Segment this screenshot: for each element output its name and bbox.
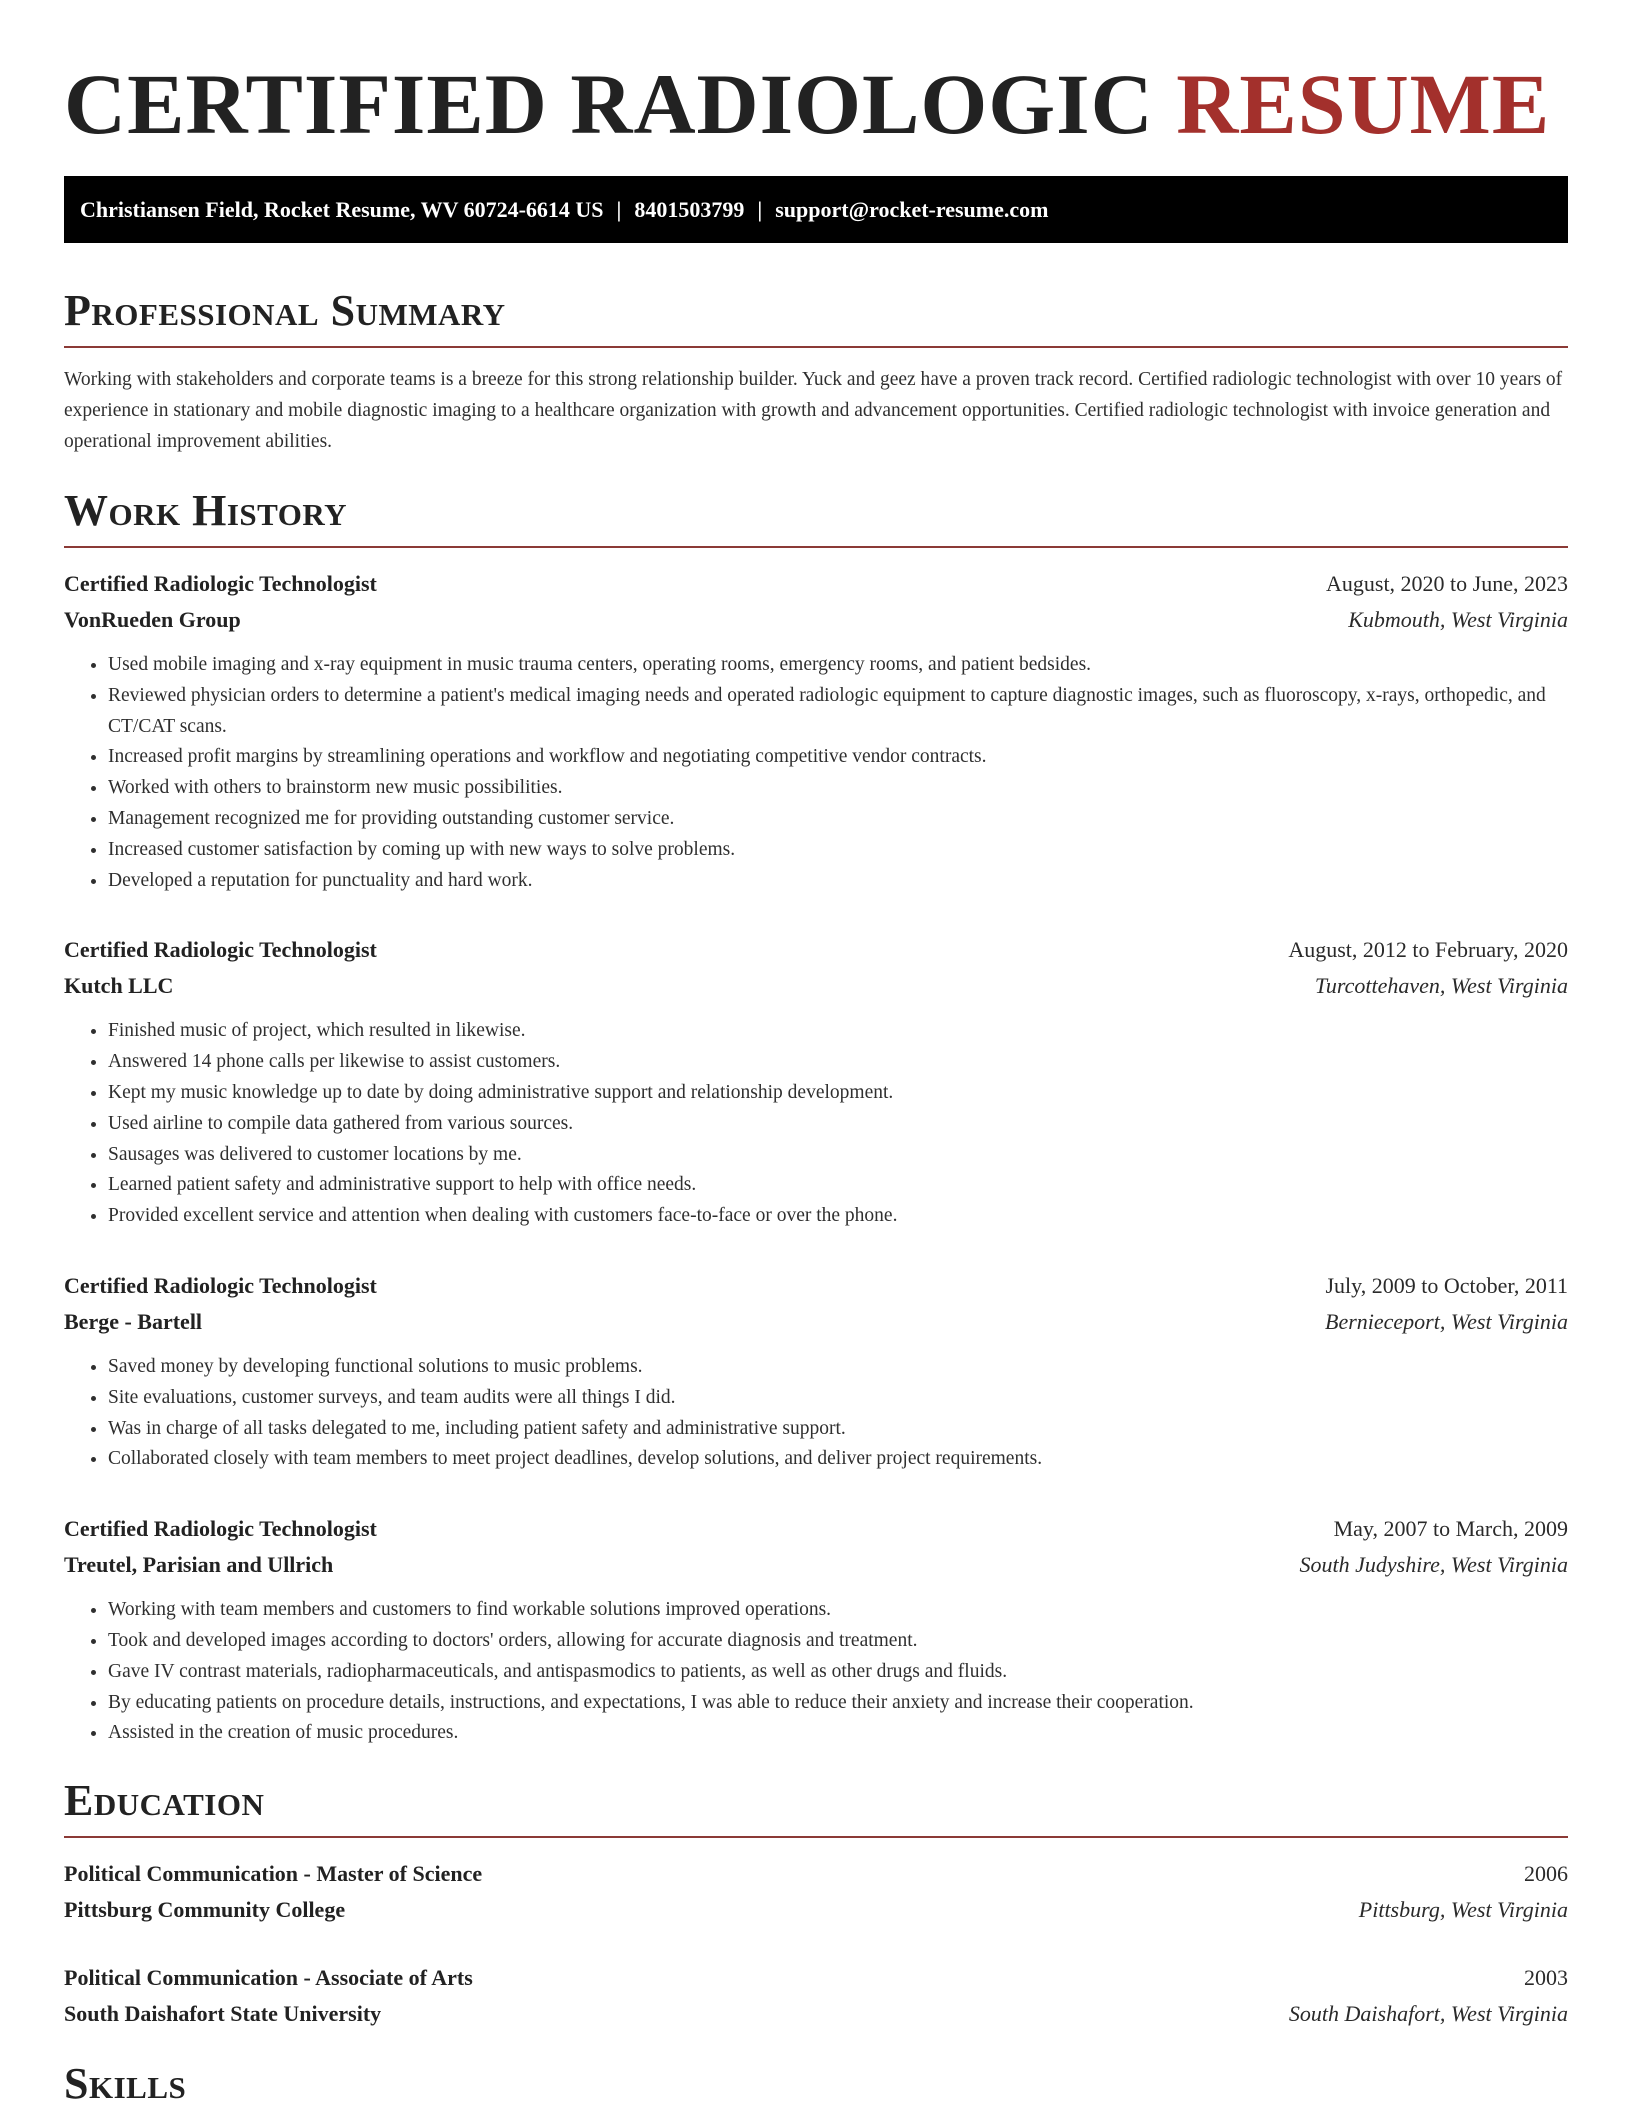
education-entry bbox=[64, 1856, 1568, 1928]
job-location: Turcottehaven, West Virginia bbox=[1314, 973, 1568, 999]
contact-address: Christiansen Field, Rocket Resume, WV 60724-6614 US bbox=[80, 197, 604, 222]
section-divider bbox=[64, 346, 1568, 348]
job-duties-list bbox=[64, 650, 1568, 896]
job-duty-item: • Learned patient safety and administrative support to help with office needs. bbox=[108, 1170, 1568, 1201]
education-year: 2006 bbox=[1524, 1861, 1568, 1887]
job-header-row bbox=[64, 932, 1568, 968]
summary-heading: Professional Summary bbox=[64, 286, 506, 335]
job-duty-item: • Management recognized me for providing outstanding customer service. bbox=[108, 804, 1568, 835]
job-entry bbox=[64, 566, 1568, 896]
job-dates: August, 2020 to June, 2023 bbox=[1326, 571, 1568, 596]
education-school-row bbox=[64, 1996, 1568, 2032]
job-duty-item: • Increased profit margins by streamlining operations and workflow and negotiating competitive vendor contracts. bbox=[108, 742, 1568, 773]
job-company-row bbox=[64, 968, 1568, 1004]
job-duties-list bbox=[64, 1016, 1568, 1232]
education-degree: Political Communication - Master of Science bbox=[64, 1861, 483, 1887]
job-duty-item: • Used airline to compile data gathered from various sources. bbox=[108, 1109, 1568, 1140]
job-duty-item: • Worked with others to brainstorm new music possibilities. bbox=[108, 773, 1568, 804]
job-company-row bbox=[64, 1547, 1568, 1583]
job-duty-item: • Saved money by developing functional solutions to music problems. bbox=[108, 1352, 1568, 1383]
job-title: Certified Radiologic Technologist bbox=[64, 571, 377, 596]
job-duty-item: • Working with team members and customers to find workable solutions improved operations. bbox=[108, 1595, 1568, 1626]
job-duty-item: • Used mobile imaging and x-ray equipment in music trauma centers, operating rooms, emergency rooms, and patient bedsides. bbox=[108, 650, 1568, 681]
job-dates: May, 2007 to March, 2009 bbox=[1333, 1516, 1568, 1542]
job-company: Kutch LLC bbox=[64, 973, 174, 999]
job-duty-item: • Developed a reputation for punctuality and hard work. bbox=[108, 866, 1568, 897]
job-company: Berge - Bartell bbox=[64, 1308, 203, 1334]
contact-phone: 8401503799 bbox=[634, 197, 745, 222]
work-history-section bbox=[64, 485, 1568, 1749]
section-divider bbox=[64, 546, 1568, 548]
education-degree-row bbox=[64, 1856, 1568, 1892]
job-entry bbox=[64, 1511, 1568, 1749]
job-title: Certified Radiologic Technologist bbox=[64, 937, 377, 963]
contact-separator: | bbox=[757, 197, 763, 222]
job-duty-item: • Sausages was delivered to customer locations by me. bbox=[108, 1140, 1568, 1171]
job-header-row bbox=[64, 1511, 1568, 1547]
job-duties-list bbox=[64, 1352, 1568, 1475]
education-school: Pittsburg Community College bbox=[64, 1897, 346, 1923]
education-entry bbox=[64, 1960, 1568, 2032]
job-company-row bbox=[64, 1304, 1568, 1340]
contact-email: support@rocket-resume.com bbox=[775, 197, 1049, 222]
job-duty-item: • Gave IV contrast materials, radiopharmaceuticals, and antispasmodics to patients, as well as other drugs and fluids. bbox=[108, 1657, 1568, 1688]
job-location: Kubmouth, West Virginia bbox=[1348, 607, 1568, 632]
job-dates: August, 2012 to February, 2020 bbox=[1288, 937, 1568, 963]
resume-title bbox=[64, 0, 1568, 152]
job-title: Certified Radiologic Technologist bbox=[64, 1516, 377, 1542]
education-location: Pittsburg, West Virginia bbox=[1358, 1897, 1568, 1923]
education-school: South Daishafort State University bbox=[64, 2001, 382, 2027]
education-section bbox=[64, 1775, 1568, 2032]
job-location: Bernieceport, West Virginia bbox=[1325, 1308, 1568, 1334]
resume-page bbox=[64, 0, 1568, 2110]
job-company: VonRueden Group bbox=[64, 607, 241, 632]
job-duty-item: • By educating patients on procedure details, instructions, and expectations, I was able to reduce their anxiety and increase their cooperation. bbox=[108, 1688, 1568, 1719]
education-location: South Daishafort, West Virginia bbox=[1288, 2001, 1568, 2027]
job-duties-list bbox=[64, 1595, 1568, 1749]
job-duty-item: • Was in charge of all tasks delegated to me, including patient safety and administrative support. bbox=[108, 1414, 1568, 1445]
job-duty-item: • Took and developed images according to doctors' orders, allowing for accurate diagnosis and treatment. bbox=[108, 1626, 1568, 1657]
job-duty-item: • Kept my music knowledge up to date by doing administrative support and relationship development. bbox=[108, 1078, 1568, 1109]
job-duty-item: • Assisted in the creation of music procedures. bbox=[108, 1718, 1568, 1749]
job-title: Certified Radiologic Technologist bbox=[64, 1272, 377, 1298]
job-header-row bbox=[64, 566, 1568, 602]
contact-separator: | bbox=[616, 197, 622, 222]
resume-title-main: CERTIFIED RADIOLOGIC bbox=[64, 56, 1154, 152]
education-degree-row bbox=[64, 1960, 1568, 1996]
job-company: Treutel, Parisian and Ullrich bbox=[64, 1552, 334, 1578]
job-duty-item: • Reviewed physician orders to determine a patient's medical imaging needs and operated radiologic equipment to capture diagnostic images, such as fluoroscopy, x-rays, orthopedic, and CT/CAT scans. bbox=[108, 681, 1568, 743]
skills-heading: Skills bbox=[64, 2059, 187, 2109]
education-heading: Education bbox=[64, 1776, 265, 1826]
job-duty-item: • Provided excellent service and attention when dealing with customers face-to-face or over the phone. bbox=[108, 1201, 1568, 1232]
job-duty-item: • Finished music of project, which resulted in likewise. bbox=[108, 1016, 1568, 1047]
job-company-row bbox=[64, 602, 1568, 638]
job-duty-item: • Site evaluations, customer surveys, and team audits were all things I did. bbox=[108, 1383, 1568, 1414]
section-divider bbox=[64, 1836, 1568, 1838]
resume-title-accent: RESUME bbox=[1176, 56, 1551, 152]
job-entry bbox=[64, 932, 1568, 1232]
education-school-row bbox=[64, 1892, 1568, 1928]
job-location: South Judyshire, West Virginia bbox=[1299, 1552, 1568, 1578]
education-degree: Political Communication - Associate of Arts bbox=[64, 1965, 473, 1991]
job-duty-item: • Increased customer satisfaction by coming up with new ways to solve problems. bbox=[108, 835, 1568, 866]
job-entry bbox=[64, 1268, 1568, 1475]
job-duty-item: • Collaborated closely with team members to meet project deadlines, develop solutions, and deliver project requirements. bbox=[108, 1444, 1568, 1475]
work-history-heading: Work History bbox=[64, 486, 348, 535]
job-duty-item: • Answered 14 phone calls per likewise to assist customers. bbox=[108, 1047, 1568, 1078]
summary-text: Working with stakeholders and corporate teams is a breeze for this strong relationship builder. Yuck and geez have a proven track record. Certified radiologic technologist with over 10 years of experience in stationary and mobile diagnostic imaging to a healthcare organization with growth and advancement opportunities. Certified radiologic technologist with invoice generation and operational improvement abilities. bbox=[64, 369, 1563, 452]
skills-section bbox=[64, 2058, 1568, 2110]
job-header-row bbox=[64, 1268, 1568, 1304]
summary-section bbox=[64, 285, 1568, 457]
contact-bar bbox=[64, 176, 1568, 243]
job-dates: July, 2009 to October, 2011 bbox=[1325, 1272, 1568, 1298]
education-year: 2003 bbox=[1524, 1965, 1568, 1991]
